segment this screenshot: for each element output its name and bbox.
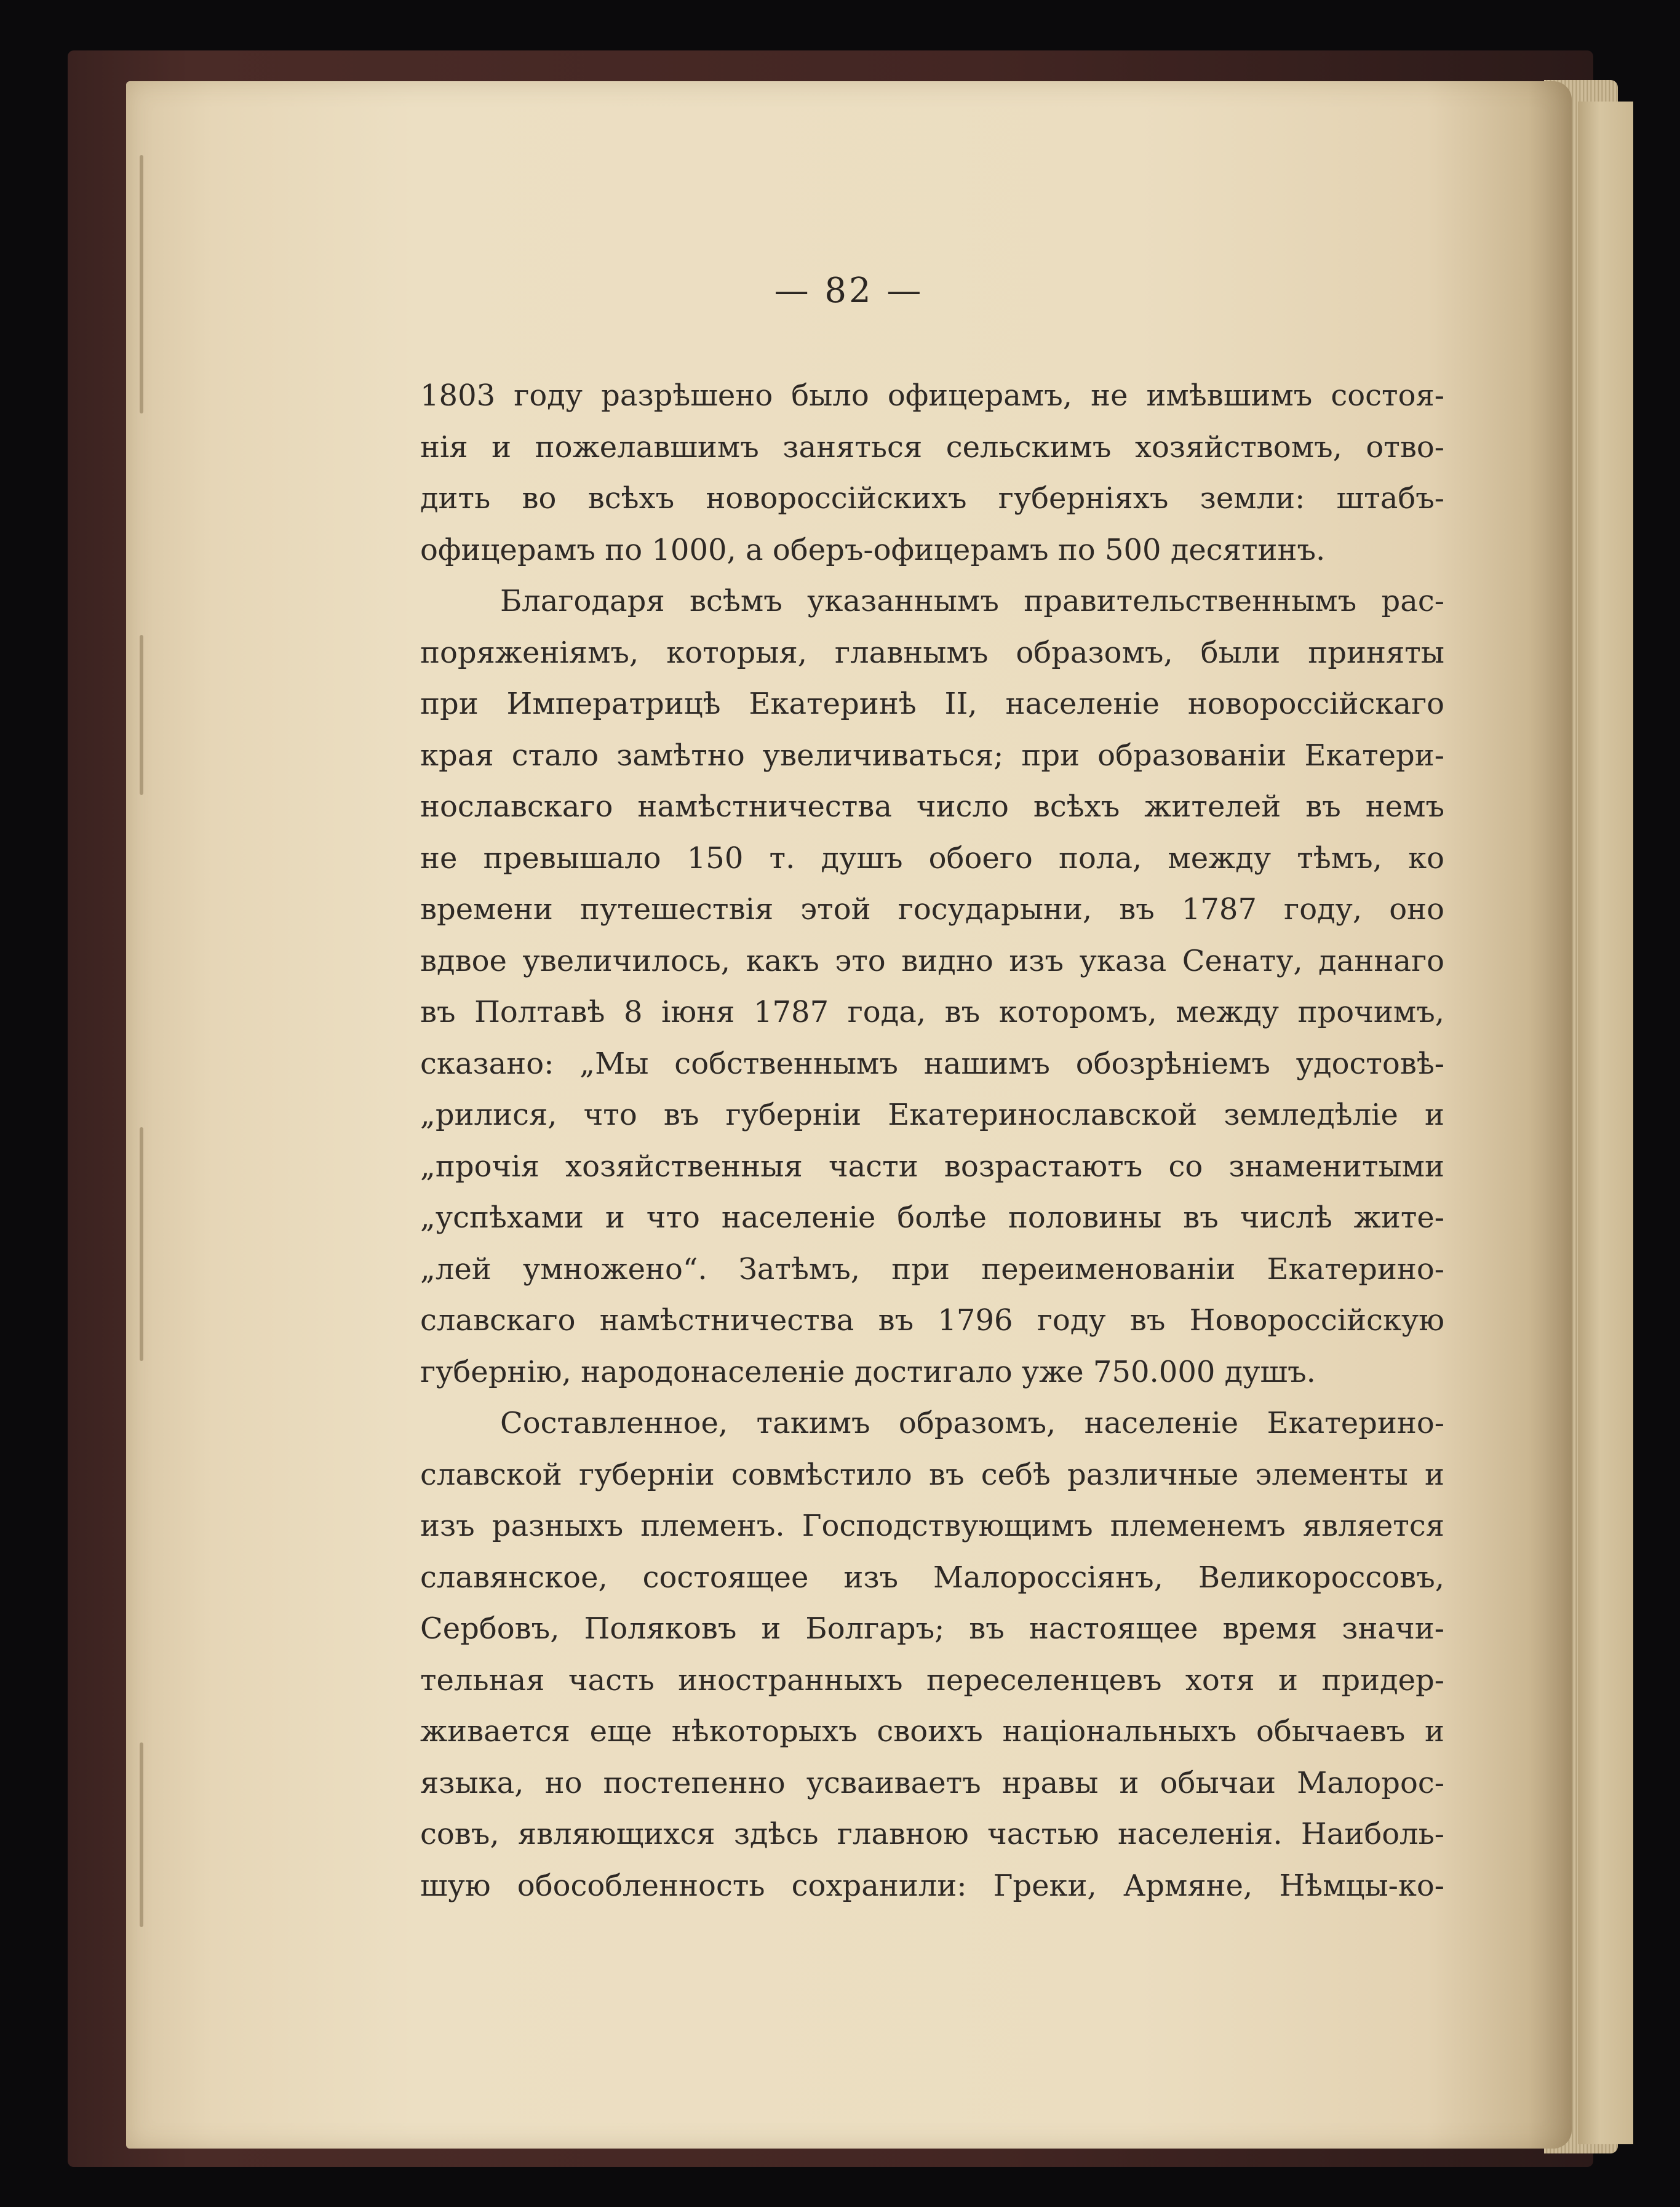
gutter-shadow [140, 635, 143, 795]
text-line: 1803 году разрѣшено было офицерамъ, не имѣвшимъ состоя- [420, 378, 1444, 413]
text-line: славянское, состоящее изъ Малороссіянъ, Великороссовъ, [420, 1560, 1444, 1595]
text-line: вдвое увеличилось, какъ это видно изъ указа Сенату, даннаго [420, 943, 1444, 978]
text-line: тельная часть иностранныхъ переселенцевъ хотя и придер- [420, 1662, 1444, 1698]
text-line: дить во всѣхъ новороссійскихъ губерніяхъ земли: штабъ- [420, 481, 1444, 516]
text-line: сказано: „Мы собственнымъ нашимъ обозрѣніемъ удостовѣ- [420, 1046, 1444, 1081]
text-line: изъ разныхъ племенъ. Господствующимъ племенемъ является [420, 1509, 1444, 1543]
body-text [420, 370, 1444, 1912]
page-number: — 82 — [774, 271, 924, 311]
text-line: славской губерніи совмѣстило въ себѣ различные элементы и [420, 1457, 1444, 1492]
text-line: языка, но постепенно усваиваетъ нравы и обычаи Малорос- [420, 1765, 1444, 1800]
text-line: губернію, народонаселеніе достигало уже 750.000 душъ. [420, 1354, 1316, 1389]
gutter-shadow [140, 1742, 143, 1927]
gutter-shadow [140, 1127, 143, 1361]
text-line: края стало замѣтно увеличиваться; при образованіи Екатери- [420, 738, 1444, 773]
text-line: совъ, являющихся здѣсь главною частью населенія. Наиболь- [420, 1817, 1444, 1851]
text-line: „рилися, что въ губерніи Екатеринославской земледѣліе и [420, 1098, 1444, 1132]
text-line: нія и пожелавшимъ заняться сельскимъ хозяйствомъ, отво- [420, 429, 1444, 465]
text-line: нославскаго намѣстничества число всѣхъ жителей въ немъ [420, 789, 1444, 824]
text-line: не превышало 150 т. душъ обоего пола, между тѣмъ, ко [420, 840, 1444, 876]
text-line: „успѣхами и что населеніе болѣе половины въ числѣ жите- [420, 1200, 1444, 1235]
text-line: поряженіямъ, которыя, главнымъ образомъ, были приняты [420, 635, 1444, 670]
text-line: времени путешествія этой государыни, въ 1787 году, оно [420, 892, 1444, 927]
next-page-edge [1578, 102, 1633, 2144]
text-line: офицерамъ по 1000, а оберъ-офицерамъ по 500 десятинъ. [420, 532, 1326, 567]
text-line: „прочія хозяйственныя части возрастаютъ со знаменитыми [420, 1149, 1444, 1184]
text-line: въ Полтавѣ 8 іюня 1787 года, въ которомъ, между прочимъ, [420, 995, 1444, 1029]
paragraph-start: Составленное, такимъ образомъ, населеніе Екатерино- [500, 1406, 1444, 1440]
text-line: шую обособленность сохранили: Греки, Армяне, Нѣмцы-ко- [420, 1868, 1444, 1903]
paragraph-start: Благодаря всѣмъ указаннымъ правительственнымъ рас- [500, 584, 1444, 618]
text-line: славскаго намѣстничества въ 1796 году въ Новороссійскую [420, 1303, 1444, 1338]
text-line: живается еще нѣкоторыхъ своихъ національныхъ обычаевъ и [420, 1714, 1444, 1749]
text-line: при Императрицѣ Екатеринѣ II, населеніе новороссійскаго [420, 687, 1444, 721]
text-line: „лей умножено“. Затѣмъ, при переименованіи Екатерино- [420, 1251, 1444, 1287]
text-line: Сербовъ, Поляковъ и Болгаръ; въ настоящее время значи- [420, 1611, 1444, 1646]
gutter-shadow [140, 155, 143, 413]
